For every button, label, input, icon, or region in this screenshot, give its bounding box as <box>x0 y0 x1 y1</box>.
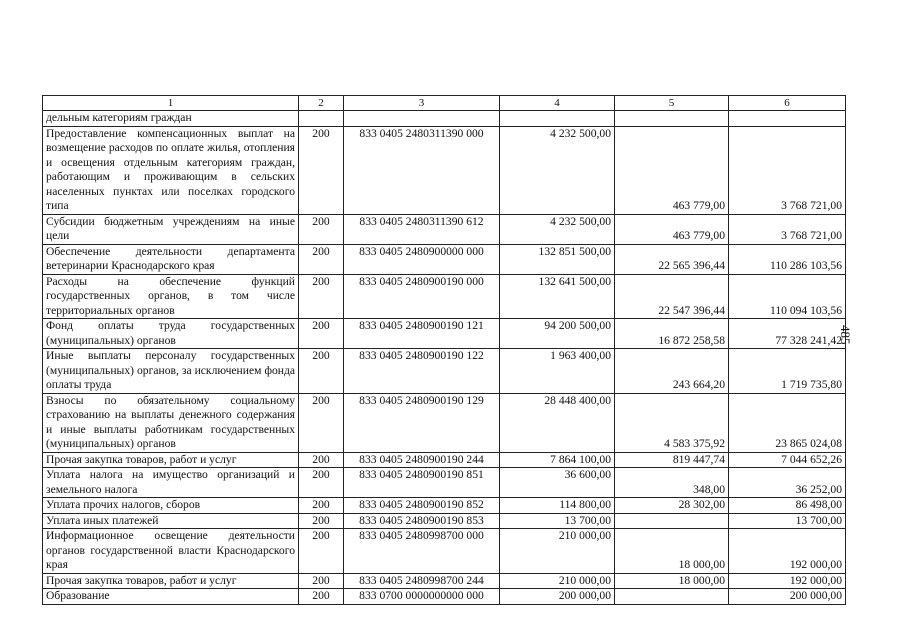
expense-name-cell: дельным категориям граждан <box>43 111 299 127</box>
executed-amount-cell: 463 779,00 <box>615 214 729 244</box>
planned-amount-cell: 36 600,00 <box>500 468 615 498</box>
remaining-amount-cell: 110 286 103,56 <box>729 244 846 274</box>
budget-code-cell: 833 0405 2480900190 129 <box>344 393 500 452</box>
table-row <box>43 573 846 589</box>
column-number-row <box>43 96 846 111</box>
expense-name-cell: Субсидии бюджетным учреждениям на иные цели <box>43 214 299 244</box>
budget-code-cell: 833 0405 2480311390 000 <box>344 126 500 214</box>
budget-code-cell <box>344 111 500 127</box>
planned-amount-cell: 7 864 100,00 <box>500 452 615 468</box>
admin-code-cell: 200 <box>299 393 344 452</box>
executed-amount-cell: 16 872 258,58 <box>615 319 729 349</box>
expense-name-cell: Фонд оплаты труда государственных (муниципальных) органов <box>43 319 299 349</box>
admin-code-cell: 200 <box>299 274 344 319</box>
executed-amount-cell <box>615 589 729 605</box>
expense-name-cell: Предоставление компенсационных выплат на возмещение расходов по оплате жилья, отопления и освещения отдельным категориям граждан, работающим и проживающим в сельских населенных пунктах или поселках городского типа <box>43 126 299 214</box>
table-row <box>43 452 846 468</box>
remaining-amount-cell: 7 044 652,26 <box>729 452 846 468</box>
executed-amount-cell: 819 447,74 <box>615 452 729 468</box>
executed-amount-cell: 463 779,00 <box>615 126 729 214</box>
remaining-amount-cell: 3 768 721,00 <box>729 126 846 214</box>
expense-name-cell: Прочая закупка товаров, работ и услуг <box>43 452 299 468</box>
remaining-amount-cell: 23 865 024,08 <box>729 393 846 452</box>
planned-amount-cell <box>500 111 615 127</box>
planned-amount-cell: 94 200 500,00 <box>500 319 615 349</box>
expense-name-cell: Прочая закупка товаров, работ и услуг <box>43 573 299 589</box>
expense-name-cell: Расходы на обеспечение функций государственных органов, в том числе территориальных органов <box>43 274 299 319</box>
admin-code-cell: 200 <box>299 468 344 498</box>
budget-page <box>42 95 845 605</box>
column-number: 4 <box>500 96 615 111</box>
planned-amount-cell: 4 232 500,00 <box>500 126 615 214</box>
admin-code-cell: 200 <box>299 214 344 244</box>
planned-amount-cell: 114 800,00 <box>500 498 615 514</box>
budget-code-cell: 833 0405 2480998700 244 <box>344 573 500 589</box>
budget-code-cell: 833 0405 2480900190 853 <box>344 513 500 529</box>
remaining-amount-cell: 200 000,00 <box>729 589 846 605</box>
budget-code-cell: 833 0405 2480900190 852 <box>344 498 500 514</box>
budget-code-cell: 833 0405 2480900000 000 <box>344 244 500 274</box>
table-row <box>43 589 846 605</box>
executed-amount-cell: 22 547 396,44 <box>615 274 729 319</box>
remaining-amount-cell: 86 498,00 <box>729 498 846 514</box>
table-row <box>43 319 846 349</box>
table-row <box>43 214 846 244</box>
planned-amount-cell: 28 448 400,00 <box>500 393 615 452</box>
budget-code-cell: 833 0405 2480311390 612 <box>344 214 500 244</box>
planned-amount-cell: 200 000,00 <box>500 589 615 605</box>
executed-amount-cell: 28 302,00 <box>615 498 729 514</box>
admin-code-cell: 200 <box>299 529 344 574</box>
executed-amount-cell: 18 000,00 <box>615 529 729 574</box>
expense-name-cell: Уплата прочих налогов, сборов <box>43 498 299 514</box>
budget-code-cell: 833 0405 2480998700 000 <box>344 529 500 574</box>
executed-amount-cell: 348,00 <box>615 468 729 498</box>
executed-amount-cell: 22 565 396,44 <box>615 244 729 274</box>
admin-code-cell: 200 <box>299 244 344 274</box>
executed-amount-cell: 18 000,00 <box>615 573 729 589</box>
planned-amount-cell: 132 851 500,00 <box>500 244 615 274</box>
planned-amount-cell: 13 700,00 <box>500 513 615 529</box>
budget-code-cell: 833 0405 2480900190 244 <box>344 452 500 468</box>
admin-code-cell: 200 <box>299 126 344 214</box>
table-row <box>43 349 846 394</box>
executed-amount-cell <box>615 513 729 529</box>
remaining-amount-cell: 3 768 721,00 <box>729 214 846 244</box>
planned-amount-cell: 132 641 500,00 <box>500 274 615 319</box>
planned-amount-cell: 1 963 400,00 <box>500 349 615 394</box>
column-number: 3 <box>344 96 500 111</box>
expense-name-cell: Образование <box>43 589 299 605</box>
table-row <box>43 274 846 319</box>
remaining-amount-cell: 1 719 735,80 <box>729 349 846 394</box>
admin-code-cell: 200 <box>299 589 344 605</box>
budget-code-cell: 833 0405 2480900190 121 <box>344 319 500 349</box>
planned-amount-cell: 4 232 500,00 <box>500 214 615 244</box>
admin-code-cell: 200 <box>299 319 344 349</box>
table-row <box>43 244 846 274</box>
table-row <box>43 126 846 214</box>
remaining-amount-cell: 110 094 103,56 <box>729 274 846 319</box>
table-row <box>43 111 846 127</box>
admin-code-cell: 200 <box>299 573 344 589</box>
column-number: 2 <box>299 96 344 111</box>
admin-code-cell: 200 <box>299 349 344 394</box>
table-row <box>43 529 846 574</box>
expense-name-cell: Уплата иных платежей <box>43 513 299 529</box>
admin-code-cell <box>299 111 344 127</box>
expense-name-cell: Взносы по обязательному социальному страхованию на выплаты денежного содержания и иные выплаты работникам государственных (муниципальных) органов <box>43 393 299 452</box>
executed-amount-cell: 4 583 375,92 <box>615 393 729 452</box>
budget-table <box>42 95 846 605</box>
column-number: 6 <box>729 96 846 111</box>
executed-amount-cell: 243 664,20 <box>615 349 729 394</box>
remaining-amount-cell: 77 328 241,42 <box>729 319 846 349</box>
executed-amount-cell <box>615 111 729 127</box>
remaining-amount-cell <box>729 111 846 127</box>
budget-code-cell: 833 0405 2480900190 122 <box>344 349 500 394</box>
column-number: 5 <box>615 96 729 111</box>
expense-name-cell: Иные выплаты персоналу государственных (муниципальных) органов, за исключением фонда оплаты труда <box>43 349 299 394</box>
expense-name-cell: Уплата налога на имущество организаций и земельного налога <box>43 468 299 498</box>
admin-code-cell: 200 <box>299 498 344 514</box>
planned-amount-cell: 210 000,00 <box>500 573 615 589</box>
remaining-amount-cell: 192 000,00 <box>729 529 846 574</box>
admin-code-cell: 200 <box>299 513 344 529</box>
page-number: 485 <box>838 325 853 345</box>
remaining-amount-cell: 13 700,00 <box>729 513 846 529</box>
admin-code-cell: 200 <box>299 452 344 468</box>
column-number: 1 <box>43 96 299 111</box>
table-row <box>43 393 846 452</box>
planned-amount-cell: 210 000,00 <box>500 529 615 574</box>
table-row <box>43 468 846 498</box>
budget-code-cell: 833 0405 2480900190 000 <box>344 274 500 319</box>
table-row <box>43 513 846 529</box>
budget-code-cell: 833 0405 2480900190 851 <box>344 468 500 498</box>
budget-code-cell: 833 0700 0000000000 000 <box>344 589 500 605</box>
expense-name-cell: Информационное освещение деятельности органов государственной власти Краснодарского края <box>43 529 299 574</box>
expense-name-cell: Обеспечение деятельности департамента ветеринарии Краснодарского края <box>43 244 299 274</box>
table-row <box>43 498 846 514</box>
remaining-amount-cell: 36 252,00 <box>729 468 846 498</box>
remaining-amount-cell: 192 000,00 <box>729 573 846 589</box>
